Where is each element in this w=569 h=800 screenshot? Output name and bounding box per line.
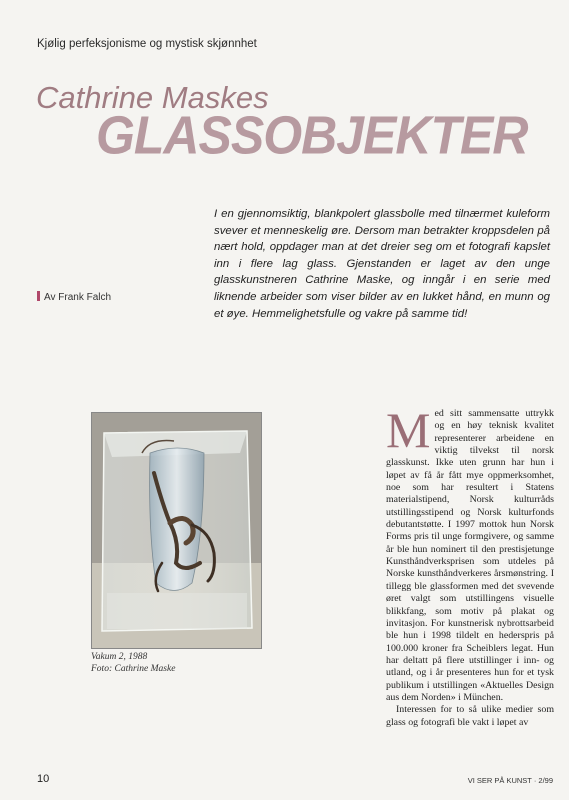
body-paragraph-2: Interessen for to så ulike medier som glass og fotografi ble vakt i løpet av xyxy=(386,704,554,728)
drop-cap: M xyxy=(386,402,431,458)
lead-paragraph: I en gjennomsiktig, blankpolert glassbolle med tilnærmet kuleform svever et menneskelig øre. Dersom man betrakter kroppsdelen på nært hold, oppdager man at det dreier seg om et fotografi kapslet inn i flere lag glass. Gjenstanden er laget av den unge glasskunstneren Cathrine Maske, og inngår i en serie med liknende arbeider som viser bilder av en lukket hånd, en munn og et øye. Hemmelighetsfulle og vakre på samme tid! xyxy=(214,208,550,320)
title-name: Cathrine Maskes xyxy=(36,80,269,115)
byline xyxy=(37,291,111,303)
body-paragraph-1-text: ed sitt sammensatte uttrykk og en høy teknisk kvalitet representerer arbeidene en viktig tilvekst til norsk glasskunst. Ikke uten grunn har hun i løpet av få år fått mye oppmerksomhet, noe som har resultert i Statens materialstipend, Norsk kulturråds utstillingsstipend og Norsk kulturfonds debutantstøtte. I 1997 mottok hun Norsk Forms pris til unge formgivere, og samme år ble hun nominert til den prestisjetunge Kunsthåndverksprisen som utdeles på Norske kunsthåndverkeres årsmønstring. I tillegg ble glassformen med det svevende øret valgt som utstillingens visuelle blikkfang, som motiv på plakat og invitasjon. For kunstnerisk nybrottsarbeid ble hun i 1998 tildelt en hederspris på 100.000 kroner fra Scheiblers legat. Hun har deltatt på flere utstillinger i inn- og utland, og i år presenteres hun for et tysk publikum i utstillingen «Aktuelles Design aus dem Norden» i München. xyxy=(386,408,554,703)
body-text xyxy=(386,402,554,729)
photo-caption xyxy=(91,652,175,675)
body-paragraph-1 xyxy=(386,402,554,704)
byline-bar xyxy=(37,291,40,301)
kicker: Kjølig perfeksjonisme og mystisk skjønnhet xyxy=(37,38,257,50)
publication-footer: VI SER PÅ KUNST · 2/99 xyxy=(467,776,553,785)
byline-text: Av Frank Falch xyxy=(44,292,112,303)
artwork-photo xyxy=(91,412,262,649)
title-main: GLASSOBJEKTER xyxy=(96,105,528,166)
caption-credit: Foto: Cathrine Maske xyxy=(91,663,176,674)
page-number: 10 xyxy=(37,773,50,785)
caption-title: Vakum 2, 1988 xyxy=(91,652,148,662)
glass-sculpture-illustration xyxy=(92,413,261,648)
